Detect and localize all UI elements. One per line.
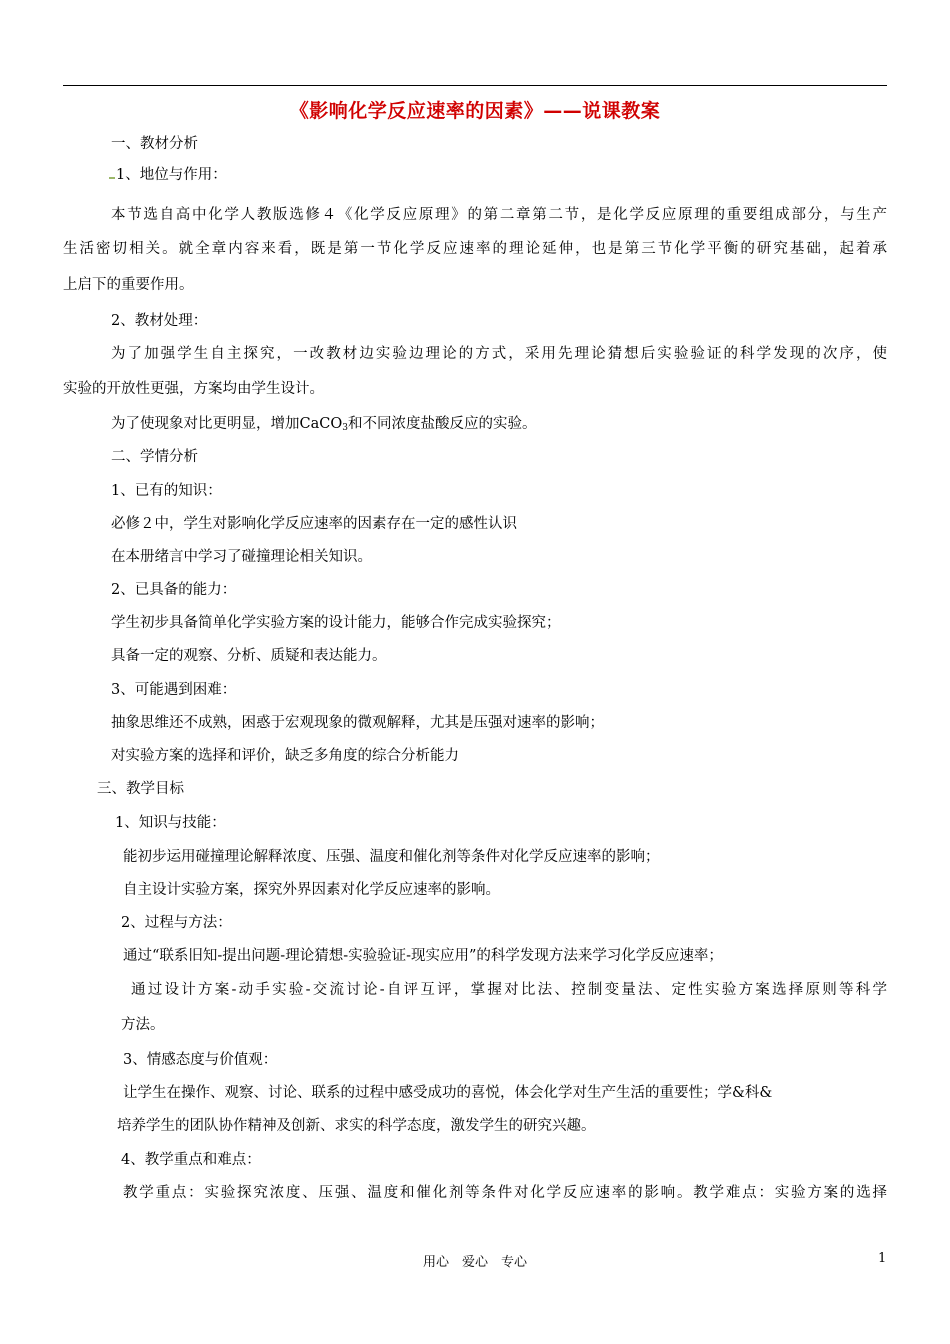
subheading-attitude-values: 3、情感态度与价值观：: [123, 1052, 278, 1068]
list-item: 能初步运用碰撞理论解释浓度、压强、温度和催化剂等条件对化学反应速率的影响；: [123, 849, 660, 865]
list-item: 方法。: [121, 1017, 165, 1033]
list-item: 必修２中，学生对影响化学反应速率的因素存在一定的感性认识: [111, 516, 517, 532]
list-item: 学生初步具备简单化学实验方案的设计能力，能够合作完成实验探究；: [111, 615, 561, 631]
subheading-existing-knowledge: 1、已有的知识：: [111, 483, 222, 499]
list-item: 培养学生的团队协作精神及创新、求实的科学态度，激发学生的研究兴趣。: [117, 1118, 596, 1134]
subheading-status-role: 1、地位与作用：: [109, 166, 227, 184]
paragraph-line: 上启下的重要作用。: [63, 277, 194, 293]
subheading-existing-ability: 2、已具备的能力：: [111, 582, 237, 598]
subheading-knowledge-skills: 1、知识与技能：: [115, 815, 226, 831]
subheading-textbook-processing: 2、教材处理：: [111, 313, 208, 329]
list-item: 具备一定的观察、分析、质疑和表达能力。: [111, 648, 387, 664]
list-item: 通过“联系旧知-提出问题-理论猜想-实验验证-现实应用”的科学发现方法来学习化学反应速率；: [123, 948, 723, 964]
page-number: 1: [878, 1251, 887, 1266]
subheading-difficulties: 3、可能遇到困难：: [111, 682, 237, 698]
paragraph-line: 本节选自高中化学人教版选修４《化学反应原理》的第二章第二节，是化学反应原理的重要组成部分，与生产: [111, 207, 887, 223]
edit-mark-icon: [109, 177, 115, 179]
paragraph-line: 实验的开放性更强，方案均由学生设计。: [63, 381, 324, 397]
list-item: 抽象思维还不成熟，困惑于宏观现象的微观解释，尤其是压强对速率的影响；: [111, 715, 604, 731]
paragraph-line: 生活密切相关。就全章内容来看，既是第一节化学反应速率的理论延伸，也是第三节化学平衡的研究基础，起着承: [63, 241, 887, 257]
header-rule: [63, 85, 887, 86]
list-item: 通过设计方案-动手实验-交流讨论-自评互评，掌握对比法、控制变量法、定性实验方案选择原则等科学: [131, 982, 887, 998]
section-heading-student-analysis: 二、学情分析: [111, 449, 198, 465]
section-heading-textbook-analysis: 一、教材分析: [111, 136, 198, 152]
list-item: 教学重点：实验探究浓度、压强、温度和催化剂等条件对化学反应速率的影响。教学难点：实验方案的选择: [123, 1185, 887, 1201]
document-title: 《影响化学反应速率的因素》——说课教案: [289, 100, 661, 122]
list-item: 让学生在操作、观察、讨论、联系的过程中感受成功的喜悦，体会化学对生产生活的重要性；学&科&: [123, 1085, 773, 1101]
list-item: 对实验方案的选择和评价，缺乏多角度的综合分析能力: [111, 748, 459, 764]
paragraph-line: 为了加强学生自主探究，一改教材边实验边理论的方式，采用先理论猜想后实验验证的科学发现的次序，使: [111, 346, 887, 362]
paragraph-line-caco3: 为了使现象对比更明显，增加CaCO$_3$和不同浓度盐酸反应的实验。: [111, 416, 537, 433]
list-item: 在本册绪言中学习了碰撞理论相关知识。: [111, 549, 372, 565]
subheading-process-methods: 2、过程与方法：: [121, 915, 232, 931]
section-heading-teaching-goals: 三、教学目标: [97, 781, 184, 797]
list-item: 自主设计实验方案，探究外界因素对化学反应速率的影响。: [123, 882, 500, 898]
page-footer: 用心 爱心 专心: [422, 1255, 527, 1270]
subheading-key-difficult-points: 4、教学重点和难点：: [121, 1152, 261, 1168]
